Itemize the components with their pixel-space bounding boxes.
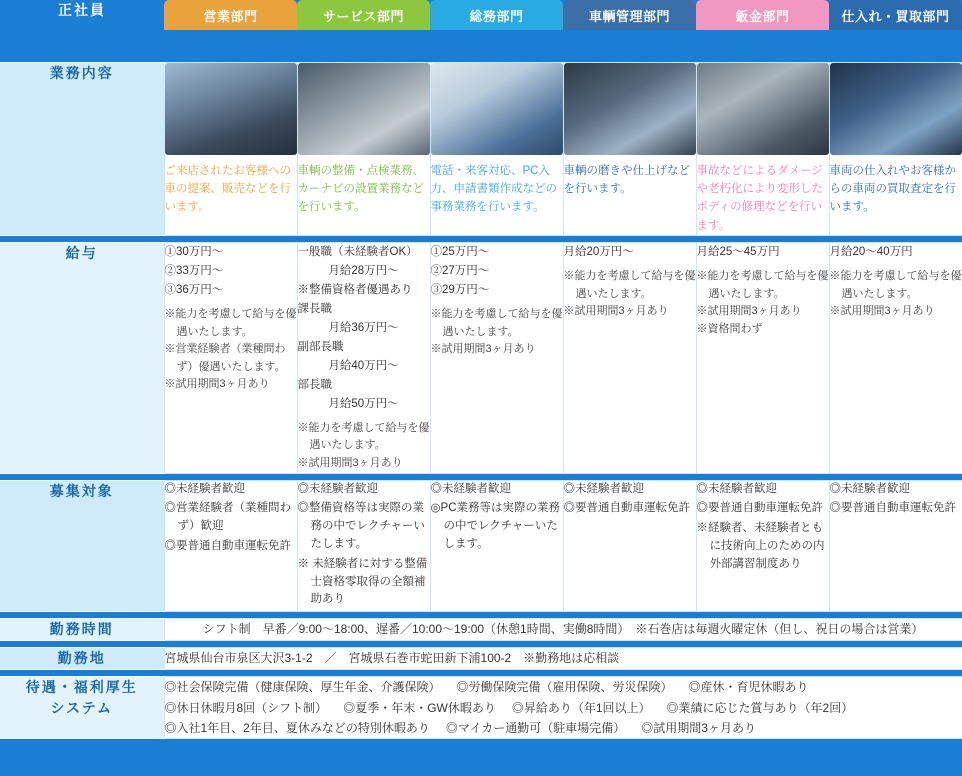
duties-cell-3 xyxy=(563,62,696,236)
row-label-location: 勤務地 xyxy=(0,648,164,670)
dept-header-2 xyxy=(430,0,563,62)
dept-header-5 xyxy=(829,0,962,62)
target-item: ◎要普通自動車運転免許 xyxy=(696,502,823,515)
header-row xyxy=(0,0,962,62)
duties-photo-2 xyxy=(431,63,563,155)
row-label-target: 募集対象 xyxy=(0,480,164,612)
duties-photo-4 xyxy=(697,63,829,155)
target-item: ◎未経験者歓迎 xyxy=(829,482,910,495)
dept-header-0 xyxy=(164,0,297,62)
duties-photo-0 xyxy=(165,63,297,155)
target-item: ◎未経験者歓迎 xyxy=(696,482,777,495)
duties-text-1: 車輌の整備・点検業務、カーナビの設置業務などを行います。 xyxy=(297,164,424,214)
duties-photo-5 xyxy=(830,63,962,155)
salary-lines-0: ①30万円〜 ②33万円〜 ③36万円〜 xyxy=(164,246,224,296)
benefit-line xyxy=(165,718,962,738)
target-item: ◎未経験者歓迎 xyxy=(430,482,511,495)
duties-text-4: 事故などによるダメージや老朽化により変形したボディの修理などを行います。 xyxy=(696,164,823,232)
target-cell-0 xyxy=(164,480,297,612)
duties-photo-1 xyxy=(298,63,430,155)
duties-text-0: ご来店されたお客様への車の提案、販売などを行います。 xyxy=(164,164,291,214)
target-item: ◎要普通自動車運転免許 xyxy=(164,540,291,552)
duties-text-3: 車輌の磨きや仕上げなどを行います。 xyxy=(563,164,690,195)
row-label-benefits xyxy=(0,677,164,739)
dept-name-0: 営業部門 xyxy=(164,0,297,30)
target-cell-4 xyxy=(696,480,829,612)
dept-header-1 xyxy=(297,0,430,62)
dept-name-2: 総務部門 xyxy=(430,0,563,30)
salary-cell-0 xyxy=(164,243,297,474)
salary-lines-2: ①25万円〜 ②27万円〜 ③29万円〜 xyxy=(430,246,490,296)
benefit-item: ◎社会保険完備（健康保険、厚生年金、介護保険） xyxy=(164,680,441,695)
benefit-item: ◎休日休暇月8回（シフト制） xyxy=(164,700,328,715)
benefit-item: ◎入社1年目、2年目、夏休みなどの特別休暇あり xyxy=(164,721,430,736)
hours-text: シフト制 早番／9:00〜18:00、遅番／10:00〜19:00（休憩1時間、実働8時間） ※石巻店は毎週火曜定休（但し、祝日の場合は営業） xyxy=(164,619,962,641)
target-cell-5 xyxy=(829,480,962,612)
benefit-line xyxy=(165,677,962,697)
target-item: ◎未経験者歓迎 xyxy=(164,482,245,495)
benefit-line xyxy=(165,698,962,718)
dept-name-1: サービス部門 xyxy=(297,0,430,30)
benefit-item: ◎夏季・年末・GW休暇あり xyxy=(343,700,496,715)
duties-cell-2 xyxy=(430,62,563,236)
salary-lines-3: 月給20万円〜 xyxy=(563,246,634,259)
benefits-list xyxy=(164,677,962,739)
salary-notes-2: ※能力を考慮して給与を優遇いたします。 ※試用期間3ヶ月あり xyxy=(430,307,563,356)
salary-cell-4 xyxy=(696,243,829,474)
target-item: ◎要普通自動車運転免許 xyxy=(829,502,956,515)
dept-name-3: 車輌管理部門 xyxy=(563,0,696,30)
salary-cell-2 xyxy=(430,243,563,474)
row-label-duties: 業務内容 xyxy=(0,62,164,236)
target-item: ◎未経験者歓迎 xyxy=(297,482,378,495)
row-label-benefits-line2: システム xyxy=(50,700,114,717)
target-cell-3 xyxy=(563,480,696,612)
benefit-item: ◎業績に応じた賞与あり（年2回） xyxy=(666,700,854,715)
row-target xyxy=(0,480,962,612)
row-duties xyxy=(0,62,962,236)
employment-type-label: 正社員 xyxy=(0,0,164,62)
target-cell-1 xyxy=(297,480,430,612)
benefit-item: ◎マイカー通勤可（駐車場完備） xyxy=(445,721,626,736)
duties-cell-5 xyxy=(829,62,962,236)
target-item: ◎営業経験者（業種問わず）歓迎 xyxy=(164,502,291,533)
row-location xyxy=(0,648,962,670)
salary-cell-5 xyxy=(829,243,962,474)
target-item: ◎未経験者歓迎 xyxy=(563,482,644,495)
row-label-benefits-line1: 待遇・福利厚生 xyxy=(25,679,138,696)
salary-notes-1: ※能力を考慮して給与を優遇いたします。 ※試用期間3ヶ月あり xyxy=(297,421,430,469)
dept-header-3 xyxy=(563,0,696,62)
duties-cell-0 xyxy=(164,62,297,236)
row-label-salary: 給与 xyxy=(0,243,164,474)
row-label-hours: 勤務時間 xyxy=(0,619,164,641)
target-item: ※ 未経験者に対する整備士資格零取得の全額補助あり xyxy=(297,557,428,606)
row-hours xyxy=(0,619,962,641)
benefit-item: ◎産休・育児休暇あり xyxy=(688,680,809,695)
row-benefits xyxy=(0,677,962,739)
salary-notes-3: ※能力を考慮して給与を優遇いたします。 ※試用期間3ヶ月あり xyxy=(563,270,696,318)
salary-notes-4: ※能力を考慮して給与を優遇いたします。 ※試用期間3ヶ月あり ※資格問わず xyxy=(696,270,829,335)
duties-photo-3 xyxy=(564,63,696,155)
benefit-item: ◎昇給あり（年1回以上） xyxy=(511,700,651,715)
salary-notes-0: ※能力を考慮して給与を優遇いたします。 ※営業経験者（業種問わず）優遇いたします。 ※試用期間3ヶ月あり xyxy=(164,307,297,391)
salary-cell-3 xyxy=(563,243,696,474)
salary-notes-5: ※能力を考慮して給与を優遇いたします。 ※試用期間3ヶ月あり xyxy=(829,270,962,318)
duties-cell-1 xyxy=(297,62,430,236)
salary-lines-1: 一般職（未経験者OK） 月給28万円〜 ※整備資格者優遇あり 課長職 月給36万円〜 副部長職 月給40万円〜 部長職 月給50万円〜 xyxy=(297,246,418,410)
target-item: ◎整備資格等は実際の業務の中でレクチャーいたします。 xyxy=(297,502,425,550)
location-text: 宮城県仙台市泉区大沢3-1-2 ／ 宮城県石巻市蛇田新下浦100-2 ※勤務地は応相談 xyxy=(164,648,962,670)
benefit-item: ◎試用期間3ヶ月あり xyxy=(641,721,756,736)
target-cell-2 xyxy=(430,480,563,612)
target-item: ◎PC業務等は実際の業務の中でレクチャーいたします。 xyxy=(430,502,561,550)
duties-text-5: 車両の仕入れやお客様からの車両の買取査定を行います。 xyxy=(829,164,956,214)
dept-name-4: 鈑金部門 xyxy=(696,0,829,30)
target-item: ◎要普通自動車運転免許 xyxy=(563,502,690,515)
row-salary xyxy=(0,243,962,474)
duties-cell-4 xyxy=(696,62,829,236)
target-item: ※経験者、未経験者ともに技術向上のための内外部講習制度あり xyxy=(696,522,825,570)
salary-cell-1 xyxy=(297,243,430,474)
duties-text-2: 電話・来客対応、PC入力、申請書類作成などの事務業務を行います。 xyxy=(430,164,557,214)
benefit-item: ◎労働保険完備（雇用保険、労災保険） xyxy=(456,680,673,695)
dept-name-5: 仕入れ・買取部門 xyxy=(829,0,962,30)
salary-lines-4: 月給25〜45万円 xyxy=(696,246,780,259)
salary-lines-5: 月給20〜40万円 xyxy=(829,246,913,259)
dept-header-4 xyxy=(696,0,829,62)
